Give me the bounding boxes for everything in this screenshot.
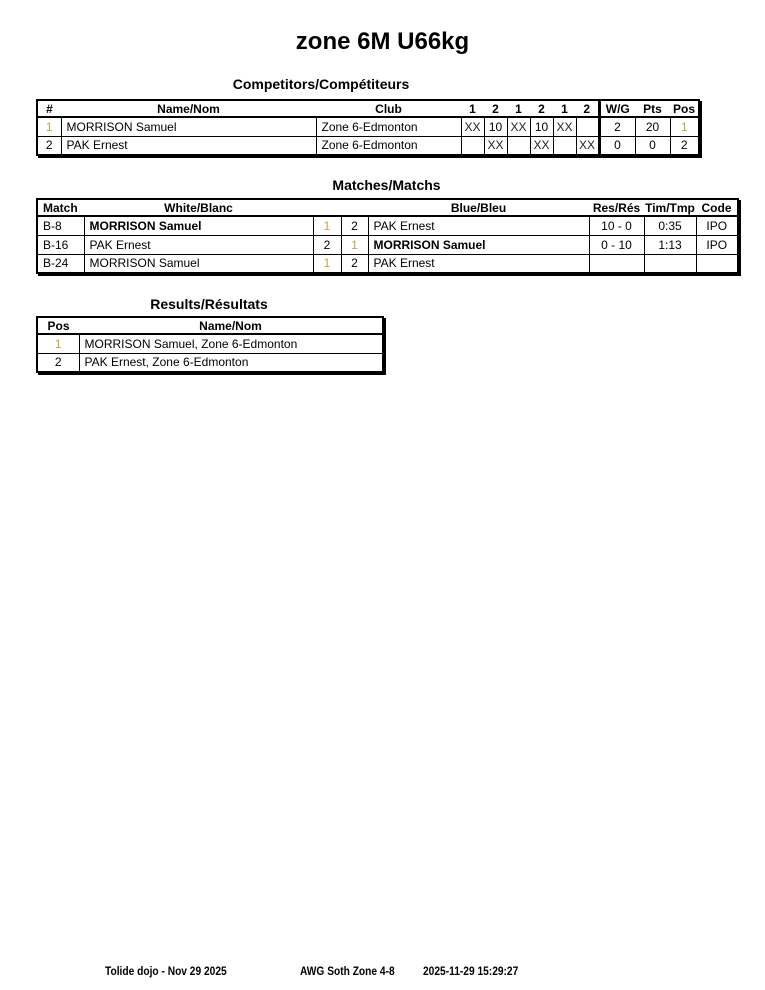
match-column-header: Match: [37, 199, 84, 216]
result-column-header: Res/Rés: [589, 199, 644, 216]
round-score-cell: [553, 136, 576, 155]
position-column-header: Pos: [37, 317, 79, 334]
points-cell: 0: [635, 136, 670, 155]
round-score-cell: XX: [461, 117, 484, 136]
round-score-cell: XX: [530, 136, 553, 155]
name-column-header: Name/Nom: [61, 100, 316, 117]
position-cell: 2: [37, 353, 79, 372]
number-column-header: #: [37, 100, 61, 117]
blue-number-column-header: [341, 199, 368, 216]
match-id-cell: B-24: [37, 254, 84, 273]
match-id-cell: B-16: [37, 235, 84, 254]
match-row: [37, 216, 738, 235]
result-cell: [589, 254, 644, 273]
matches-table: [36, 198, 739, 274]
time-cell: 1:13: [644, 235, 696, 254]
blue-number-cell: 2: [341, 216, 368, 235]
competitor-row: [37, 136, 699, 155]
competitors-table: [36, 99, 700, 156]
round-column-header: 2: [484, 100, 507, 117]
result-name-cell: PAK Ernest, Zone 6-Edmonton: [79, 353, 383, 372]
blue-column-header: Blue/Bleu: [368, 199, 589, 216]
result-row: [37, 334, 383, 353]
competitor-name-cell: MORRISON Samuel: [61, 117, 316, 136]
name-column-header: Name/Nom: [79, 317, 383, 334]
club-cell: Zone 6-Edmonton: [316, 136, 461, 155]
competitors-heading: Competitors/Compétiteurs: [232, 76, 410, 92]
round-score-cell: 10: [530, 117, 553, 136]
round-score-cell: XX: [576, 136, 599, 155]
points-column-header: Pts: [635, 100, 670, 117]
round-column-header: 1: [461, 100, 484, 117]
round-column-header: 1: [507, 100, 530, 117]
competitor-number-cell: 2: [37, 136, 61, 155]
code-cell: [696, 254, 738, 273]
code-cell: IPO: [696, 235, 738, 254]
white-name-cell: MORRISON Samuel: [84, 254, 313, 273]
competitor-row: [37, 117, 699, 136]
round-column-header: 1: [553, 100, 576, 117]
round-score-cell: XX: [484, 136, 507, 155]
wins-cell: 0: [599, 136, 635, 155]
result-cell: 10 - 0: [589, 216, 644, 235]
white-number-column-header: [313, 199, 341, 216]
position-column-header: Pos: [670, 100, 699, 117]
points-cell: 20: [635, 117, 670, 136]
blue-name-cell: PAK Ernest: [368, 216, 589, 235]
time-column-header: Tim/Tmp: [645, 200, 695, 215]
footer-event-name: AWG Soth Zone 4-8: [300, 964, 395, 978]
match-id-cell: B-8: [37, 216, 84, 235]
matches-heading: Matches/Matchs: [332, 177, 441, 193]
position-cell: 1: [37, 334, 79, 353]
result-cell: 0 - 10: [589, 235, 644, 254]
round-score-cell: XX: [507, 117, 530, 136]
white-number-cell: 2: [313, 235, 341, 254]
time-cell: 0:35: [644, 216, 696, 235]
round-column-header: 2: [576, 100, 599, 117]
footer-timestamp: 2025-11-29 15:29:27: [423, 964, 519, 978]
club-column-header: Club: [316, 100, 461, 117]
competitor-number-cell: 1: [37, 117, 61, 136]
blue-number-cell: 2: [341, 254, 368, 273]
round-score-cell: [461, 136, 484, 155]
blue-number-cell: 1: [341, 235, 368, 254]
wins-column-header: W/G: [599, 100, 635, 117]
competitors-header-row: [37, 100, 699, 117]
club-cell: Zone 6-Edmonton: [316, 117, 461, 136]
white-number-cell: 1: [313, 254, 341, 273]
result-name-cell: MORRISON Samuel, Zone 6-Edmonton: [79, 334, 383, 353]
position-cell: 1: [670, 117, 699, 136]
white-name-cell: MORRISON Samuel: [84, 216, 313, 235]
results-table: [36, 316, 384, 373]
white-number-cell: 1: [313, 216, 341, 235]
round-score-cell: XX: [553, 117, 576, 136]
footer-venue-date: Tolide dojo - Nov 29 2025: [105, 964, 227, 978]
code-column-header: Code: [696, 199, 738, 216]
blue-name-cell: MORRISON Samuel: [368, 235, 589, 254]
blue-name-cell: PAK Ernest: [368, 254, 589, 273]
wins-cell: 2: [599, 117, 635, 136]
results-header-row: [37, 317, 383, 334]
round-score-cell: [576, 117, 599, 136]
white-name-cell: PAK Ernest: [84, 235, 313, 254]
match-row: [37, 235, 738, 254]
result-row: [37, 353, 383, 372]
match-row: [37, 254, 738, 273]
round-score-cell: [507, 136, 530, 155]
code-cell: IPO: [696, 216, 738, 235]
time-cell: [644, 254, 696, 273]
round-column-header: 2: [530, 100, 553, 117]
white-column-header: White/Blanc: [84, 199, 313, 216]
page-title: zone 6M U66kg: [295, 28, 470, 55]
matches-header-row: [37, 199, 738, 216]
round-score-cell: 10: [484, 117, 507, 136]
results-heading: Results/Résultats: [150, 296, 268, 312]
position-cell: 2: [670, 136, 699, 155]
competitor-name-cell: PAK Ernest: [61, 136, 316, 155]
